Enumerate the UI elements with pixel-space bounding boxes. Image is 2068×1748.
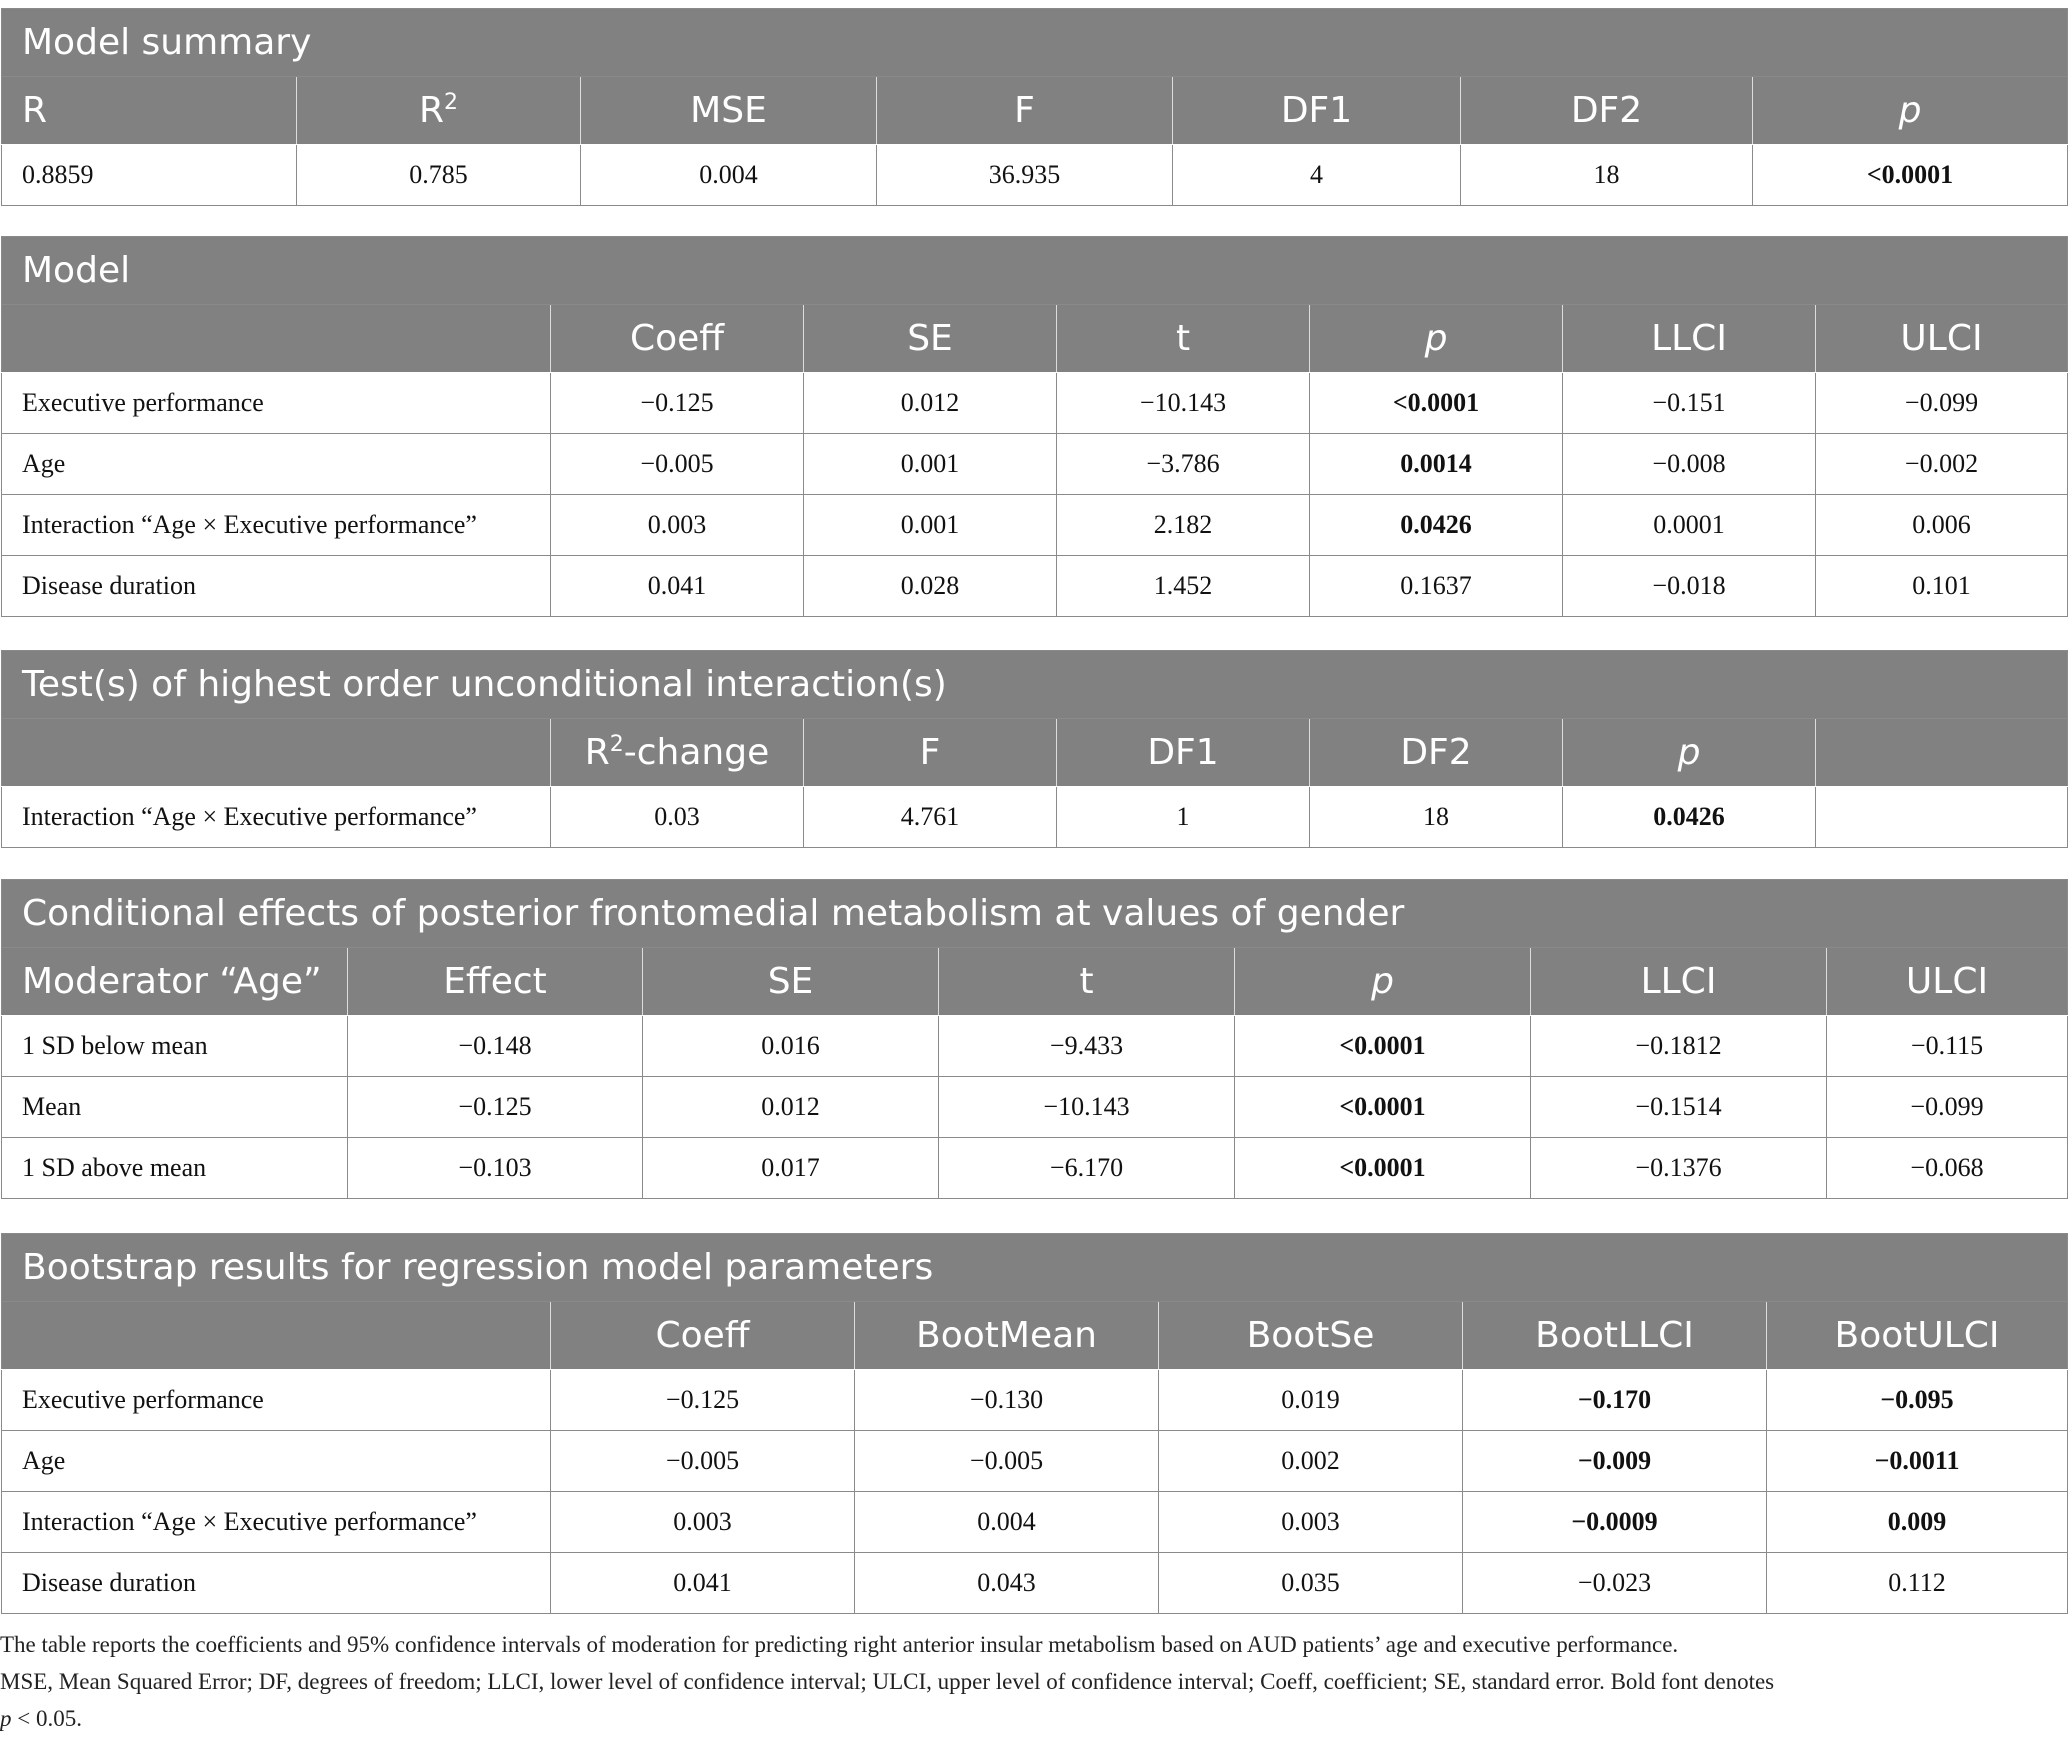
- header-mse: MSE: [581, 77, 877, 145]
- table-row: [2, 1553, 2068, 1614]
- row-label: Interaction “Age × Executive performance”: [2, 1492, 551, 1553]
- header-bootulci: BootULCI: [1767, 1302, 2068, 1370]
- cell-p: <0.0001: [1753, 145, 2068, 206]
- cell-r-squared-change: 0.03: [551, 787, 804, 848]
- cell-bootulci: 0.112: [1767, 1553, 2068, 1614]
- table-footnote: [0, 1626, 2060, 1737]
- cell-p: <0.0001: [1235, 1016, 1531, 1077]
- header-se: SE: [643, 948, 939, 1016]
- header-df1: DF1: [1173, 77, 1461, 145]
- cell-df2: 18: [1461, 145, 1753, 206]
- cell-bootulci: 0.009: [1767, 1492, 2068, 1553]
- cell-ulci: −0.068: [1827, 1138, 2068, 1199]
- cell-effect: −0.125: [348, 1077, 643, 1138]
- cell-se: 0.012: [643, 1077, 939, 1138]
- header-df2: DF2: [1461, 77, 1753, 145]
- interaction-test-title: Test(s) of highest order unconditional interaction(s): [2, 651, 2068, 719]
- table-row: [2, 556, 2068, 617]
- table-row: [2, 1431, 2068, 1492]
- cell-se: 0.012: [804, 373, 1057, 434]
- header-f: F: [804, 719, 1057, 787]
- cell-df2: 18: [1310, 787, 1563, 848]
- header-ulci: ULCI: [1816, 305, 2068, 373]
- cell-bootse: 0.003: [1159, 1492, 1463, 1553]
- cell-bootse: 0.019: [1159, 1370, 1463, 1431]
- header-df2: DF2: [1310, 719, 1563, 787]
- cell-coeff: −0.125: [551, 373, 804, 434]
- cell-coeff: 0.041: [551, 556, 804, 617]
- cell-bootllci: −0.170: [1463, 1370, 1767, 1431]
- cell-f: 36.935: [877, 145, 1173, 206]
- header-se: SE: [804, 305, 1057, 373]
- header-r-squared: $R^2$: [297, 77, 581, 145]
- bootstrap-table: [1, 1233, 2068, 1614]
- cell-ulci: −0.099: [1827, 1077, 2068, 1138]
- table-row: [2, 1016, 2068, 1077]
- cell-t: 2.182: [1057, 495, 1310, 556]
- cell-se: 0.016: [643, 1016, 939, 1077]
- interaction-test-table: [1, 650, 2068, 848]
- cell-llci: −0.1514: [1531, 1077, 1827, 1138]
- model-table: [1, 236, 2068, 617]
- cell-bootmean: −0.130: [855, 1370, 1159, 1431]
- header-llci: LLCI: [1531, 948, 1827, 1016]
- header-p: p: [1753, 77, 2068, 145]
- cell-ulci: −0.002: [1816, 434, 2068, 495]
- table-row: [2, 373, 2068, 434]
- header-llci: LLCI: [1563, 305, 1816, 373]
- cell-bootse: 0.035: [1159, 1553, 1463, 1614]
- cell-p: 0.1637: [1310, 556, 1563, 617]
- cell-coeff: −0.005: [551, 1431, 855, 1492]
- header-blank: [1816, 719, 2068, 787]
- cell-coeff: 0.003: [551, 1492, 855, 1553]
- cell-df1: 1: [1057, 787, 1310, 848]
- cell-ulci: −0.099: [1816, 373, 2068, 434]
- header-coeff: Coeff: [551, 1302, 855, 1370]
- header-f: F: [877, 77, 1173, 145]
- cell-bootllci: −0.0009: [1463, 1492, 1767, 1553]
- row-label: 1 SD above mean: [2, 1138, 348, 1199]
- cell-se: 0.017: [643, 1138, 939, 1199]
- cell-llci: 0.0001: [1563, 495, 1816, 556]
- cell-mse: 0.004: [581, 145, 877, 206]
- table-row: [2, 787, 2068, 848]
- cell-coeff: −0.125: [551, 1370, 855, 1431]
- header-moderator: Moderator “Age”: [2, 948, 348, 1016]
- row-label: Disease duration: [2, 1553, 551, 1614]
- cell-coeff: −0.005: [551, 434, 804, 495]
- footnote-line: The table reports the coefficients and 95% confidence intervals of moderation for predicting right anterior insular metabolism based on AUD patients’ age and executive performance.: [0, 1632, 1679, 1657]
- cell-bootse: 0.002: [1159, 1431, 1463, 1492]
- row-label: Interaction “Age × Executive performance”: [2, 495, 551, 556]
- cell-t: −10.143: [1057, 373, 1310, 434]
- cell-t: −10.143: [939, 1077, 1235, 1138]
- table-row: [2, 1138, 2068, 1199]
- table-row: [2, 145, 2068, 206]
- cell-f: 4.761: [804, 787, 1057, 848]
- cell-p: 0.0426: [1310, 495, 1563, 556]
- header-p: p: [1235, 948, 1531, 1016]
- model-summary-title: Model summary: [2, 9, 2068, 77]
- cell-se: 0.001: [804, 434, 1057, 495]
- header-ulci: ULCI: [1827, 948, 2068, 1016]
- cell-llci: −0.018: [1563, 556, 1816, 617]
- header-r-squared-change: $R^2$-change: [551, 719, 804, 787]
- cell-ulci: 0.006: [1816, 495, 2068, 556]
- footnote-line: MSE, Mean Squared Error; DF, degrees of freedom; LLCI, lower level of confidence interval; ULCI, upper level of confidence interval; Coeff, coefficient; SE, standard error. Bold font denotes: [0, 1669, 1775, 1694]
- header-t: t: [939, 948, 1235, 1016]
- cell-p: 0.0426: [1563, 787, 1816, 848]
- cell-df1: 4: [1173, 145, 1461, 206]
- conditional-effects-table: [1, 879, 2068, 1199]
- cell-bootllci: −0.009: [1463, 1431, 1767, 1492]
- row-label: Executive performance: [2, 1370, 551, 1431]
- model-summary-table: [1, 8, 2068, 206]
- header-df1: DF1: [1057, 719, 1310, 787]
- cell-llci: −0.008: [1563, 434, 1816, 495]
- header-bootse: BootSe: [1159, 1302, 1463, 1370]
- header-t: t: [1057, 305, 1310, 373]
- cell-bootmean: −0.005: [855, 1431, 1159, 1492]
- bootstrap-title: Bootstrap results for regression model parameters: [2, 1234, 2068, 1302]
- cell-llci: −0.151: [1563, 373, 1816, 434]
- cell-ulci: −0.115: [1827, 1016, 2068, 1077]
- cell-bootulci: −0.0011: [1767, 1431, 2068, 1492]
- header-bootmean: BootMean: [855, 1302, 1159, 1370]
- header-blank: [2, 1302, 551, 1370]
- cell-llci: −0.1812: [1531, 1016, 1827, 1077]
- cell-t: 1.452: [1057, 556, 1310, 617]
- cell-coeff: 0.003: [551, 495, 804, 556]
- header-coeff: Coeff: [551, 305, 804, 373]
- cell-blank: [1816, 787, 2068, 848]
- cell-p: 0.0014: [1310, 434, 1563, 495]
- model-title: Model: [2, 237, 2068, 305]
- cell-se: 0.001: [804, 495, 1057, 556]
- row-label: Disease duration: [2, 556, 551, 617]
- cell-bootllci: −0.023: [1463, 1553, 1767, 1614]
- table-row: [2, 1370, 2068, 1431]
- cell-p: <0.0001: [1235, 1077, 1531, 1138]
- header-bootllci: BootLLCI: [1463, 1302, 1767, 1370]
- header-blank: [2, 305, 551, 373]
- cell-coeff: 0.041: [551, 1553, 855, 1614]
- header-blank: [2, 719, 551, 787]
- table-row: [2, 495, 2068, 556]
- cell-effect: −0.148: [348, 1016, 643, 1077]
- cell-ulci: 0.101: [1816, 556, 2068, 617]
- cell-se: 0.028: [804, 556, 1057, 617]
- row-label: Interaction “Age × Executive performance”: [2, 787, 551, 848]
- cell-p: <0.0001: [1235, 1138, 1531, 1199]
- cell-t: −3.786: [1057, 434, 1310, 495]
- table-row: [2, 1492, 2068, 1553]
- cell-bootmean: 0.004: [855, 1492, 1159, 1553]
- header-effect: Effect: [348, 948, 643, 1016]
- table-row: [2, 1077, 2068, 1138]
- table-row: [2, 434, 2068, 495]
- header-p: p: [1563, 719, 1816, 787]
- cell-t: −6.170: [939, 1138, 1235, 1199]
- cell-effect: −0.103: [348, 1138, 643, 1199]
- cell-p: <0.0001: [1310, 373, 1563, 434]
- row-label: Mean: [2, 1077, 348, 1138]
- header-r: R: [2, 77, 297, 145]
- conditional-effects-title: Conditional effects of posterior frontomedial metabolism at values of gender: [2, 880, 2068, 948]
- footnote-line: p < 0.05.: [0, 1706, 82, 1731]
- header-p: p: [1310, 305, 1563, 373]
- cell-t: −9.433: [939, 1016, 1235, 1077]
- row-label: Age: [2, 1431, 551, 1492]
- cell-r-squared: 0.785: [297, 145, 581, 206]
- cell-bootmean: 0.043: [855, 1553, 1159, 1614]
- cell-bootulci: −0.095: [1767, 1370, 2068, 1431]
- cell-r: 0.8859: [2, 145, 297, 206]
- row-label: 1 SD below mean: [2, 1016, 348, 1077]
- cell-llci: −0.1376: [1531, 1138, 1827, 1199]
- row-label: Age: [2, 434, 551, 495]
- row-label: Executive performance: [2, 373, 551, 434]
